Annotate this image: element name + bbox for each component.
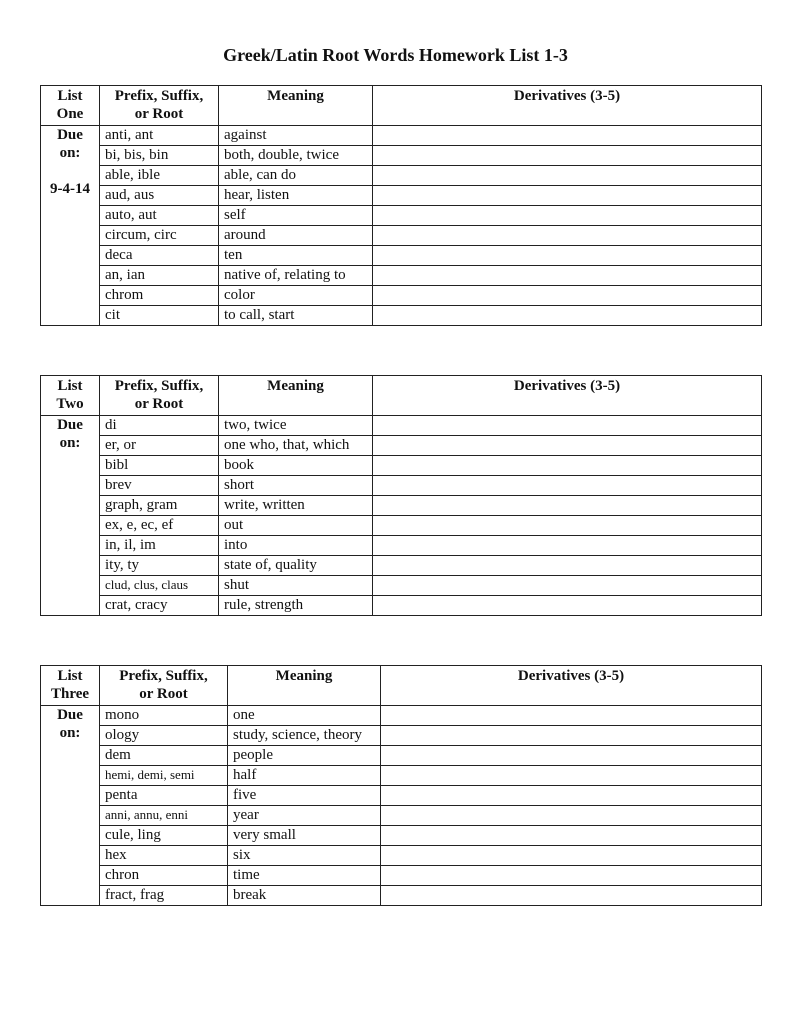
derivatives-cell[interactable] bbox=[373, 266, 762, 286]
table-row bbox=[41, 416, 762, 436]
derivatives-header: Derivatives (3-5) bbox=[373, 376, 762, 416]
meaning-cell: state of, quality bbox=[219, 556, 373, 576]
root-cell: cule, ling bbox=[100, 826, 228, 846]
list-two-table bbox=[40, 375, 762, 616]
derivatives-cell[interactable] bbox=[381, 706, 762, 726]
derivatives-cell[interactable] bbox=[381, 786, 762, 806]
root-cell: anti, ant bbox=[100, 126, 219, 146]
due-date-cell bbox=[41, 126, 100, 326]
prefix-header-line1: Prefix, Suffix, bbox=[114, 88, 204, 104]
header-row bbox=[41, 86, 762, 126]
meaning-cell: very small bbox=[228, 826, 381, 846]
derivatives-cell[interactable] bbox=[381, 746, 762, 766]
table-row bbox=[41, 146, 762, 166]
table-row bbox=[41, 576, 762, 596]
root-cell: in, il, im bbox=[100, 536, 219, 556]
table-row bbox=[41, 706, 762, 726]
derivatives-cell[interactable] bbox=[373, 596, 762, 616]
due-date-cell bbox=[41, 706, 100, 906]
list-word: List bbox=[57, 378, 83, 394]
meaning-header: Meaning bbox=[228, 666, 381, 706]
root-cell: hemi, demi, semi bbox=[100, 766, 228, 786]
derivatives-cell[interactable] bbox=[373, 306, 762, 326]
meaning-cell: hear, listen bbox=[219, 186, 373, 206]
table-row bbox=[41, 886, 762, 906]
root-cell: penta bbox=[100, 786, 228, 806]
list-word: List bbox=[57, 88, 83, 104]
derivatives-cell[interactable] bbox=[373, 186, 762, 206]
derivatives-cell[interactable] bbox=[373, 126, 762, 146]
table-row bbox=[41, 226, 762, 246]
meaning-header: Meaning bbox=[219, 376, 373, 416]
due-label: Due bbox=[57, 417, 83, 433]
table-row bbox=[41, 746, 762, 766]
table-row bbox=[41, 536, 762, 556]
meaning-header: Meaning bbox=[219, 86, 373, 126]
page-title: Greek/Latin Root Words Homework List 1-3 bbox=[223, 45, 568, 65]
meaning-cell: both, double, twice bbox=[219, 146, 373, 166]
prefix-header bbox=[100, 376, 219, 416]
table-row bbox=[41, 516, 762, 536]
prefix-header-line1: Prefix, Suffix, bbox=[119, 668, 208, 684]
prefix-header-line2: or Root bbox=[139, 686, 188, 702]
prefix-header-line1: Prefix, Suffix, bbox=[114, 378, 204, 394]
prefix-header-line2: or Root bbox=[134, 396, 184, 412]
derivatives-cell[interactable] bbox=[373, 416, 762, 436]
meaning-cell: six bbox=[228, 846, 381, 866]
meaning-cell: around bbox=[219, 226, 373, 246]
due-date: 9-4-14 bbox=[50, 181, 90, 197]
meaning-cell: native of, relating to bbox=[219, 266, 373, 286]
table-row bbox=[41, 126, 762, 146]
derivatives-cell[interactable] bbox=[373, 286, 762, 306]
meaning-cell: year bbox=[228, 806, 381, 826]
table-row bbox=[41, 306, 762, 326]
derivatives-cell[interactable] bbox=[373, 576, 762, 596]
root-cell: hex bbox=[100, 846, 228, 866]
table-row bbox=[41, 246, 762, 266]
meaning-cell: five bbox=[228, 786, 381, 806]
derivatives-cell[interactable] bbox=[373, 436, 762, 456]
meaning-cell: one who, that, which bbox=[219, 436, 373, 456]
meaning-cell: one bbox=[228, 706, 381, 726]
derivatives-cell[interactable] bbox=[373, 476, 762, 496]
list-name: Two bbox=[56, 396, 84, 412]
meaning-cell: two, twice bbox=[219, 416, 373, 436]
root-cell: clud, clus, claus bbox=[100, 576, 219, 596]
meaning-cell: color bbox=[219, 286, 373, 306]
table-row bbox=[41, 456, 762, 476]
derivatives-cell[interactable] bbox=[373, 166, 762, 186]
derivatives-header: Derivatives (3-5) bbox=[373, 86, 762, 126]
root-cell: auto, aut bbox=[100, 206, 219, 226]
derivatives-cell[interactable] bbox=[373, 516, 762, 536]
table-row bbox=[41, 436, 762, 456]
list-name: One bbox=[56, 106, 84, 122]
meaning-cell: write, written bbox=[219, 496, 373, 516]
meaning-cell: book bbox=[219, 456, 373, 476]
root-cell: ity, ty bbox=[100, 556, 219, 576]
root-cell: an, ian bbox=[100, 266, 219, 286]
table-row bbox=[41, 786, 762, 806]
due-label-on: on: bbox=[59, 725, 81, 741]
meaning-cell: people bbox=[228, 746, 381, 766]
table-row bbox=[41, 206, 762, 226]
derivatives-cell[interactable] bbox=[381, 806, 762, 826]
table-row bbox=[41, 766, 762, 786]
meaning-cell: half bbox=[228, 766, 381, 786]
derivatives-cell[interactable] bbox=[373, 206, 762, 226]
derivatives-cell[interactable] bbox=[373, 246, 762, 266]
header-row bbox=[41, 376, 762, 416]
derivatives-cell[interactable] bbox=[381, 826, 762, 846]
root-cell: graph, gram bbox=[100, 496, 219, 516]
derivatives-cell[interactable] bbox=[381, 846, 762, 866]
root-cell: chron bbox=[100, 866, 228, 886]
prefix-header bbox=[100, 666, 228, 706]
root-cell: deca bbox=[100, 246, 219, 266]
table-row bbox=[41, 286, 762, 306]
derivatives-cell[interactable] bbox=[381, 766, 762, 786]
meaning-cell: able, can do bbox=[219, 166, 373, 186]
root-cell: fract, frag bbox=[100, 886, 228, 906]
table-row bbox=[41, 596, 762, 616]
meaning-cell: short bbox=[219, 476, 373, 496]
list-label bbox=[41, 666, 100, 706]
table-row bbox=[41, 186, 762, 206]
meaning-cell: break bbox=[228, 886, 381, 906]
meaning-cell: ten bbox=[219, 246, 373, 266]
derivatives-cell[interactable] bbox=[373, 146, 762, 166]
root-cell: cit bbox=[100, 306, 219, 326]
meaning-cell: shut bbox=[219, 576, 373, 596]
root-cell: aud, aus bbox=[100, 186, 219, 206]
root-cell: bi, bis, bin bbox=[100, 146, 219, 166]
due-label-on: on: bbox=[59, 145, 81, 161]
meaning-cell: self bbox=[219, 206, 373, 226]
meaning-cell: time bbox=[228, 866, 381, 886]
derivatives-cell[interactable] bbox=[373, 456, 762, 476]
due-label: Due bbox=[57, 127, 83, 143]
root-cell: circum, circ bbox=[100, 226, 219, 246]
due-date-cell bbox=[41, 416, 100, 616]
list-three-table bbox=[40, 665, 762, 906]
root-cell: bibl bbox=[100, 456, 219, 476]
table-row bbox=[41, 266, 762, 286]
root-cell: di bbox=[100, 416, 219, 436]
derivatives-cell[interactable] bbox=[381, 886, 762, 906]
root-cell: er, or bbox=[100, 436, 219, 456]
root-cell: dem bbox=[100, 746, 228, 766]
meaning-cell: against bbox=[219, 126, 373, 146]
meaning-cell: to call, start bbox=[219, 306, 373, 326]
header-row bbox=[41, 666, 762, 706]
table-row bbox=[41, 826, 762, 846]
derivatives-header: Derivatives (3-5) bbox=[381, 666, 762, 706]
table-row bbox=[41, 496, 762, 516]
derivatives-cell[interactable] bbox=[373, 556, 762, 576]
meaning-cell: into bbox=[219, 536, 373, 556]
derivatives-cell[interactable] bbox=[373, 536, 762, 556]
derivatives-cell[interactable] bbox=[373, 226, 762, 246]
prefix-header-line2: or Root bbox=[134, 106, 184, 122]
meaning-cell: out bbox=[219, 516, 373, 536]
root-cell: ology bbox=[100, 726, 228, 746]
list-label bbox=[41, 376, 100, 416]
derivatives-cell[interactable] bbox=[373, 496, 762, 516]
root-cell: mono bbox=[100, 706, 228, 726]
list-one-table bbox=[40, 85, 762, 326]
root-cell: brev bbox=[100, 476, 219, 496]
due-label-on: on: bbox=[59, 435, 81, 451]
list-label bbox=[41, 86, 100, 126]
table-row bbox=[41, 806, 762, 826]
root-cell: anni, annu, enni bbox=[100, 806, 228, 826]
derivatives-cell[interactable] bbox=[381, 726, 762, 746]
table-row bbox=[41, 476, 762, 496]
due-label: Due bbox=[57, 707, 83, 723]
root-cell: ex, e, ec, ef bbox=[100, 516, 219, 536]
meaning-cell: study, science, theory bbox=[228, 726, 381, 746]
table-row bbox=[41, 166, 762, 186]
prefix-header bbox=[100, 86, 219, 126]
table-row bbox=[41, 866, 762, 886]
table-row bbox=[41, 726, 762, 746]
list-word: List bbox=[57, 668, 83, 684]
table-row bbox=[41, 846, 762, 866]
list-name: Three bbox=[50, 686, 90, 702]
root-cell: chrom bbox=[100, 286, 219, 306]
derivatives-cell[interactable] bbox=[381, 866, 762, 886]
root-cell: crat, cracy bbox=[100, 596, 219, 616]
root-cell: able, ible bbox=[100, 166, 219, 186]
table-row bbox=[41, 556, 762, 576]
meaning-cell: rule, strength bbox=[219, 596, 373, 616]
